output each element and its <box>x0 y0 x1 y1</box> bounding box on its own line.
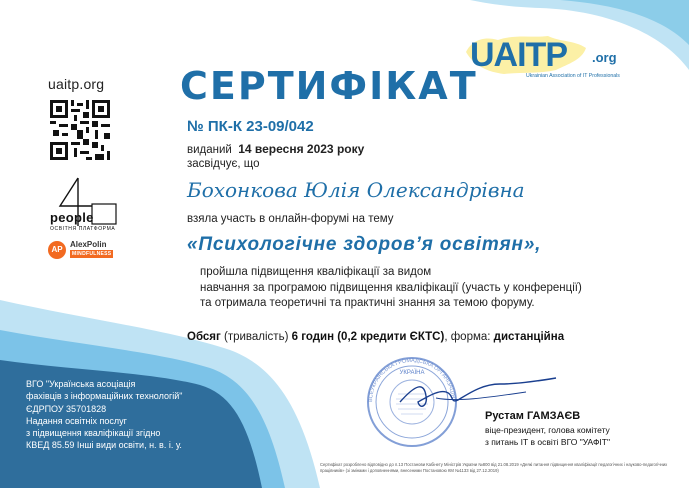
forum-topic: «Психологічне здоров’я освітян», <box>187 234 542 255</box>
qr-code-icon <box>50 100 110 160</box>
org-info-line: КВЕД 85.59 Інші види освіти, н. в. і. у. <box>26 440 182 451</box>
scope-line <box>187 331 564 343</box>
recipient-name: Бохонкова Юлія Олександрівна <box>187 178 525 202</box>
scope-mid: (тривалість) <box>224 331 289 343</box>
org-info-line: Надання освітніх послуг <box>26 415 127 426</box>
certificate-number: № ПК-К 23-09/042 <box>187 118 314 135</box>
people-logo-word: people <box>50 210 94 225</box>
issued-date: 14 вересня 2023 року <box>238 142 365 156</box>
organization-info <box>26 378 226 452</box>
uaitp-logo-subtitle: Ukrainian Association of IT Professionals <box>526 73 620 79</box>
stamp-ring-text: ВСЕУКРАЇНСЬКА ГРОМАДСЬКА ОРГАНІЗАЦІЯ <box>367 357 456 403</box>
alexpolin-name: AlexPolin <box>70 240 107 249</box>
body-paragraph <box>200 265 582 312</box>
alexpolin-logo <box>48 240 138 260</box>
uaitp-logo-suffix: .org <box>592 50 617 65</box>
certifies-text: засвідчує, що <box>187 158 260 170</box>
body-line: пройшла підвищення кваліфікації за видом <box>200 266 432 278</box>
issued-line <box>187 142 364 156</box>
uaitp-logo-text: UAITP <box>470 36 567 74</box>
scope-value: 6 годин (0,2 кредити ЄКТС) <box>291 331 445 343</box>
participation-text: взяла участь в онлайн-форумі на тему <box>187 213 394 225</box>
uaitp-logo <box>464 30 644 84</box>
alexpolin-mark-icon: AP <box>48 241 66 259</box>
org-info-line: ЄДРПОУ 35701828 <box>26 403 107 414</box>
org-info-line: ВГО "Українська асоціація <box>26 379 136 389</box>
scope-form-label: , форма: <box>444 331 491 343</box>
issued-prefix: виданий <box>187 144 232 156</box>
scope-label: Обсяг <box>187 331 221 343</box>
org-info-line: з підвищення кваліфікації згідно <box>26 428 161 439</box>
signatory-title-line2: з питань ІТ в освіті ВГО "УАФІТ" <box>485 437 610 447</box>
signatory-title-line1: віце-президент, голова комітету <box>485 425 610 435</box>
scope-form: дистанційна <box>493 331 565 343</box>
legal-footnote: Сертифікат розроблено відповідно до п.13 Постанови Кабінету Міністрів України №800 від 21.08.2019 «Деякі питання підвищення кваліфікації педагогічних і науково-педагогічних працівників» (зі змінами і доповненнями, внесеними Постановою КМ №1133 від 27.12.2019) <box>320 462 668 473</box>
body-line: та отримала теоретичні та практичні знання за темою форуму. <box>200 297 535 309</box>
stamp-top-text: УКРАЇНА <box>399 370 425 376</box>
body-line: навчання за програмою підвищення кваліфікації (участь у конференції) <box>200 281 582 294</box>
people-logo-subtitle: ОСВІТНЯ ПЛАТФОРМА <box>50 226 116 232</box>
certificate-title: СЕРТИФІКАТ <box>180 64 478 108</box>
signatory-name: Рустам ГАМЗАЄВ <box>485 410 581 422</box>
alexpolin-tag: MINDFULNESS <box>72 251 112 257</box>
org-info-line: фахівців з інформаційних технологій" <box>26 391 183 402</box>
website-label[interactable]: uaitp.org <box>48 76 105 92</box>
